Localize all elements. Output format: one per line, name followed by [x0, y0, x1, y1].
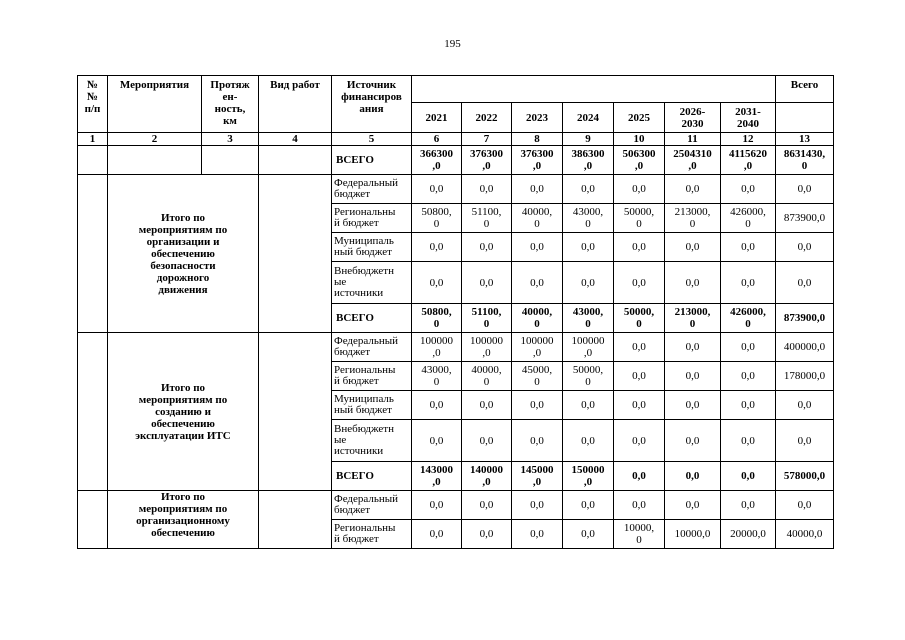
value-cell: 0,0 — [776, 420, 834, 462]
value-cell: 100000 ,0 — [462, 333, 512, 362]
empty-cell — [259, 146, 332, 175]
value-cell: 0,0 — [665, 233, 721, 262]
value-cell: 50800, 0 — [412, 204, 462, 233]
group-row — [78, 175, 834, 204]
group-row — [78, 491, 834, 520]
value-cell: 45000, 0 — [512, 362, 563, 391]
empty-cell — [78, 175, 108, 333]
header-years-span — [412, 76, 776, 103]
value-cell: 100000 ,0 — [563, 333, 614, 362]
empty-cell — [108, 146, 202, 175]
value-cell: 0,0 — [721, 333, 776, 362]
value-cell: 0,0 — [462, 391, 512, 420]
funding-source-cell: Федеральный бюджет — [332, 333, 412, 362]
header-year: 2022 — [462, 103, 512, 133]
funding-source-cell: ВСЕГО — [332, 304, 412, 333]
column-number: 6 — [412, 133, 462, 146]
value-cell: 178000,0 — [776, 362, 834, 391]
value-cell: 40000, 0 — [512, 204, 563, 233]
header-year: 2024 — [563, 103, 614, 133]
value-cell: 0,0 — [563, 391, 614, 420]
value-cell: 0,0 — [776, 262, 834, 304]
value-cell: 0,0 — [721, 391, 776, 420]
value-cell: 43000, 0 — [412, 362, 462, 391]
funding-source-cell: ВСЕГО — [332, 462, 412, 491]
value-cell: 0,0 — [721, 262, 776, 304]
column-number: 5 — [332, 133, 412, 146]
funding-source-cell: Федеральный бюджет — [332, 175, 412, 204]
column-number: 13 — [776, 133, 834, 146]
empty-cell — [259, 175, 332, 333]
value-cell: 0,0 — [665, 462, 721, 491]
value-cell: 0,0 — [563, 262, 614, 304]
value-cell: 0,0 — [563, 420, 614, 462]
value-cell: 0,0 — [665, 362, 721, 391]
value-cell: 0,0 — [512, 175, 563, 204]
value-cell: 10000, 0 — [614, 520, 665, 549]
funding-source-cell: Муниципаль ный бюджет — [332, 391, 412, 420]
group-title: Итого по мероприятиям по созданию и обеспечению эксплуатации ИТС — [108, 333, 259, 491]
header-activities: Мероприятия — [108, 76, 202, 133]
value-cell: 43000, 0 — [563, 204, 614, 233]
value-cell: 0,0 — [665, 420, 721, 462]
value-cell: 873900,0 — [776, 304, 834, 333]
value-cell: 0,0 — [412, 233, 462, 262]
value-cell: 51100, 0 — [462, 304, 512, 333]
column-number: 11 — [665, 133, 721, 146]
value-cell: 0,0 — [563, 233, 614, 262]
value-cell: 0,0 — [614, 233, 665, 262]
column-number: 3 — [202, 133, 259, 146]
value-cell: 150000 ,0 — [563, 462, 614, 491]
funding-source-cell: ВСЕГО — [332, 146, 412, 175]
value-cell: 0,0 — [776, 391, 834, 420]
value-cell: 0,0 — [614, 262, 665, 304]
value-cell: 426000, 0 — [721, 304, 776, 333]
value-cell: 0,0 — [462, 262, 512, 304]
funding-source-cell: Региональны й бюджет — [332, 362, 412, 391]
value-cell: 40000, 0 — [512, 304, 563, 333]
column-number: 2 — [108, 133, 202, 146]
value-cell: 0,0 — [512, 491, 563, 520]
column-number: 8 — [512, 133, 563, 146]
value-cell: 140000 ,0 — [462, 462, 512, 491]
group-title: Итого по мероприятиям по организации и обеспечению безопасности дорожного движения — [108, 175, 259, 333]
value-cell: 0,0 — [462, 520, 512, 549]
value-cell: 0,0 — [665, 175, 721, 204]
funding-source-cell: Региональны й бюджет — [332, 520, 412, 549]
header-year: 2025 — [614, 103, 665, 133]
value-cell: 100000 ,0 — [512, 333, 563, 362]
value-cell: 0,0 — [665, 333, 721, 362]
value-cell: 0,0 — [614, 333, 665, 362]
value-cell: 50000, 0 — [563, 362, 614, 391]
value-cell: 2504310 ,0 — [665, 146, 721, 175]
value-cell: 366300 ,0 — [412, 146, 462, 175]
value-cell: 0,0 — [614, 362, 665, 391]
header-number: № № п/п — [78, 76, 108, 133]
value-cell: 0,0 — [776, 491, 834, 520]
value-cell: 386300 ,0 — [563, 146, 614, 175]
value-cell: 213000, 0 — [665, 204, 721, 233]
value-cell: 0,0 — [665, 262, 721, 304]
value-cell: 578000,0 — [776, 462, 834, 491]
value-cell: 0,0 — [614, 491, 665, 520]
header-year: 2021 — [412, 103, 462, 133]
value-cell: 0,0 — [412, 262, 462, 304]
empty-cell — [78, 146, 108, 175]
funding-source-cell: Федеральный бюджет — [332, 491, 412, 520]
value-cell: 0,0 — [563, 491, 614, 520]
value-cell: 10000,0 — [665, 520, 721, 549]
value-cell: 100000 ,0 — [412, 333, 462, 362]
value-cell: 50000, 0 — [614, 304, 665, 333]
header-total: Всего — [776, 76, 834, 103]
value-cell: 0,0 — [563, 520, 614, 549]
value-cell: 426000, 0 — [721, 204, 776, 233]
value-cell: 50000, 0 — [614, 204, 665, 233]
value-cell: 0,0 — [462, 175, 512, 204]
column-number: 12 — [721, 133, 776, 146]
value-cell: 8631430, 0 — [776, 146, 834, 175]
empty-cell — [259, 491, 332, 549]
value-cell: 376300 ,0 — [512, 146, 563, 175]
value-cell: 0,0 — [512, 520, 563, 549]
empty-cell — [78, 491, 108, 549]
value-cell: 0,0 — [462, 233, 512, 262]
header-year: 2026- 2030 — [665, 103, 721, 133]
value-cell: 0,0 — [721, 462, 776, 491]
funding-source-cell: Муниципаль ный бюджет — [332, 233, 412, 262]
value-cell: 50800, 0 — [412, 304, 462, 333]
funding-source-cell: Внебюджетн ые источники — [332, 262, 412, 304]
header-length: Протяж ен- ность, км — [202, 76, 259, 133]
value-cell: 213000, 0 — [665, 304, 721, 333]
page-number: 195 — [444, 38, 461, 50]
financing-table — [77, 75, 834, 549]
value-cell: 0,0 — [512, 420, 563, 462]
value-cell: 0,0 — [412, 175, 462, 204]
value-cell: 43000, 0 — [563, 304, 614, 333]
column-number: 1 — [78, 133, 108, 146]
group-row — [78, 333, 834, 362]
header-row — [78, 76, 834, 103]
value-cell: 40000,0 — [776, 520, 834, 549]
value-cell: 143000 ,0 — [412, 462, 462, 491]
value-cell: 0,0 — [614, 175, 665, 204]
header-total-blank — [776, 103, 834, 133]
funding-source-cell: Региональны й бюджет — [332, 204, 412, 233]
value-cell: 0,0 — [776, 233, 834, 262]
empty-cell — [78, 333, 108, 491]
column-numbers-row — [78, 133, 834, 146]
value-cell: 0,0 — [721, 420, 776, 462]
column-number: 4 — [259, 133, 332, 146]
value-cell: 0,0 — [721, 491, 776, 520]
group-title: Итого по мероприятиям по организационному обеспечению — [108, 491, 259, 549]
empty-cell — [202, 146, 259, 175]
value-cell: 0,0 — [614, 391, 665, 420]
column-number: 9 — [563, 133, 614, 146]
value-cell: 0,0 — [614, 462, 665, 491]
header-work-type: Вид работ — [259, 76, 332, 133]
value-cell: 0,0 — [462, 491, 512, 520]
value-cell: 0,0 — [665, 491, 721, 520]
header-funding-source: Источник финансиров ания — [332, 76, 412, 133]
value-cell: 0,0 — [412, 520, 462, 549]
value-cell: 376300 ,0 — [462, 146, 512, 175]
value-cell: 873900,0 — [776, 204, 834, 233]
value-cell: 0,0 — [462, 420, 512, 462]
column-number: 10 — [614, 133, 665, 146]
value-cell: 0,0 — [665, 391, 721, 420]
value-cell: 40000, 0 — [462, 362, 512, 391]
value-cell: 0,0 — [512, 262, 563, 304]
value-cell: 0,0 — [512, 391, 563, 420]
value-cell: 20000,0 — [721, 520, 776, 549]
grand-total-row — [78, 146, 834, 175]
value-cell: 0,0 — [721, 362, 776, 391]
value-cell: 0,0 — [563, 175, 614, 204]
header-year: 2023 — [512, 103, 563, 133]
value-cell: 0,0 — [614, 420, 665, 462]
value-cell: 0,0 — [412, 391, 462, 420]
empty-cell — [259, 333, 332, 491]
value-cell: 0,0 — [412, 420, 462, 462]
value-cell: 4115620 ,0 — [721, 146, 776, 175]
value-cell: 0,0 — [721, 233, 776, 262]
value-cell: 0,0 — [776, 175, 834, 204]
value-cell: 506300 ,0 — [614, 146, 665, 175]
value-cell: 400000,0 — [776, 333, 834, 362]
value-cell: 51100, 0 — [462, 204, 512, 233]
header-year: 2031- 2040 — [721, 103, 776, 133]
value-cell: 0,0 — [412, 491, 462, 520]
funding-source-cell: Внебюджетн ые источники — [332, 420, 412, 462]
value-cell: 0,0 — [512, 233, 563, 262]
column-number: 7 — [462, 133, 512, 146]
value-cell: 0,0 — [721, 175, 776, 204]
value-cell: 145000 ,0 — [512, 462, 563, 491]
